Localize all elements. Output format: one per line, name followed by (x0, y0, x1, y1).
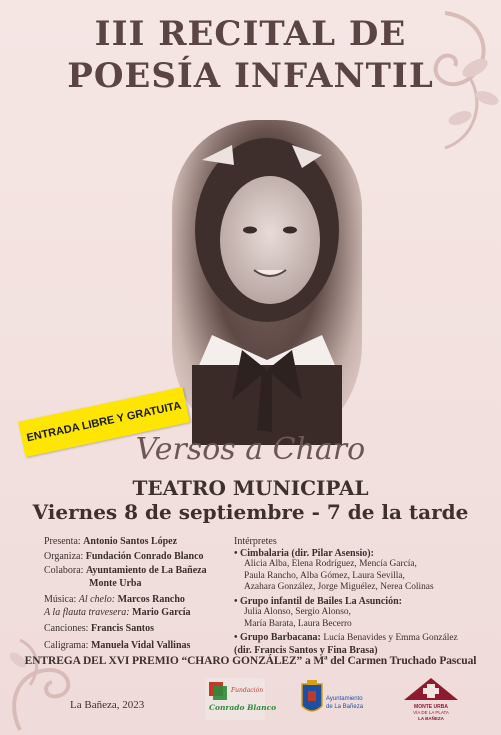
group-3-director: (dir. Francis Santos y Fina Brasa) (234, 644, 378, 656)
credit-presenta: Presenta: Antonio Santos López (44, 536, 178, 547)
title-line-1: III RECITAL DE (94, 14, 407, 54)
credit-flauta: A la flauta travesera: Mario García (44, 606, 191, 618)
logo2-line1: Ayuntamiento (326, 696, 363, 702)
portrait-photo (172, 120, 362, 440)
group-1-line-3: Azahara González, Jorge Miguélez, Nerea Colinas (244, 582, 434, 592)
group-1-name: • Cimbalaria (dir. Pilar Asensio): (234, 547, 374, 559)
logo3-line3: LA BAÑEZA (418, 716, 444, 721)
logo3-line1: MONTE URBA (414, 704, 448, 710)
logo2-line2: de La Bañeza (326, 704, 364, 710)
logo1-prefix: Fundación (231, 687, 264, 694)
logo3-line2: VÍA DE LA PLATA (413, 710, 449, 715)
credit-colabora: Colabora: Ayuntamiento de La Bañeza (44, 565, 207, 576)
performers-heading: Intérpretes (234, 536, 277, 547)
event-venue: TEATRO MUNICIPAL (132, 476, 369, 500)
group-1-line-2: Paula Rancho, Alba Gómez, Laura Sevilla, (244, 570, 405, 581)
credit-colabora-2: Monte Urba (89, 577, 142, 589)
group-2-line-2: María Barata, Laura Becerro (244, 618, 352, 629)
group-3: • Grupo Barbacana: Lucía Benavides y Emma González (234, 632, 458, 643)
free-entry-text: ENTRADA LIBRE Y GRATUITA (25, 399, 183, 445)
group-1-line-1: Alicia Alba, Elena Rodríguez, Mencía García, (244, 559, 417, 569)
credits-list (44, 536, 234, 652)
event-date: Viernes 8 de septiembre - 7 de la tarde (32, 500, 469, 524)
fundacion-conrado-blanco-logo (205, 678, 277, 720)
group-2-name: • Grupo infantil de Bailes La Asunción: (234, 595, 402, 607)
ayuntamiento-logo (298, 678, 370, 720)
performers-list (234, 536, 484, 656)
credit-organiza: Organiza: Fundación Conrado Blanco (44, 550, 204, 562)
group-2-line-1: Julia Alonso, Sergio Alonso, (244, 607, 351, 617)
award-announcement: ENTREGA DEL XVI PREMIO “CHARO GONZÁLEZ” a Mª del Carmen Truchado Pascual (24, 655, 477, 667)
logo1-name: Conrado Blanco (209, 703, 277, 712)
event-subtitle: Versos a Charo (135, 432, 366, 467)
place-and-year: La Bañeza, 2023 (70, 699, 145, 711)
title-line-2: POESÍA INFANTIL (67, 56, 434, 96)
credit-canciones: Canciones: Francis Santos (44, 623, 154, 634)
credit-musica: Música: Al chelo: Marcos Rancho (44, 594, 185, 605)
credit-caligrama: Caligrama: Manuela Vidal Vallinas (44, 639, 191, 651)
monte-urba-logo (400, 672, 462, 724)
